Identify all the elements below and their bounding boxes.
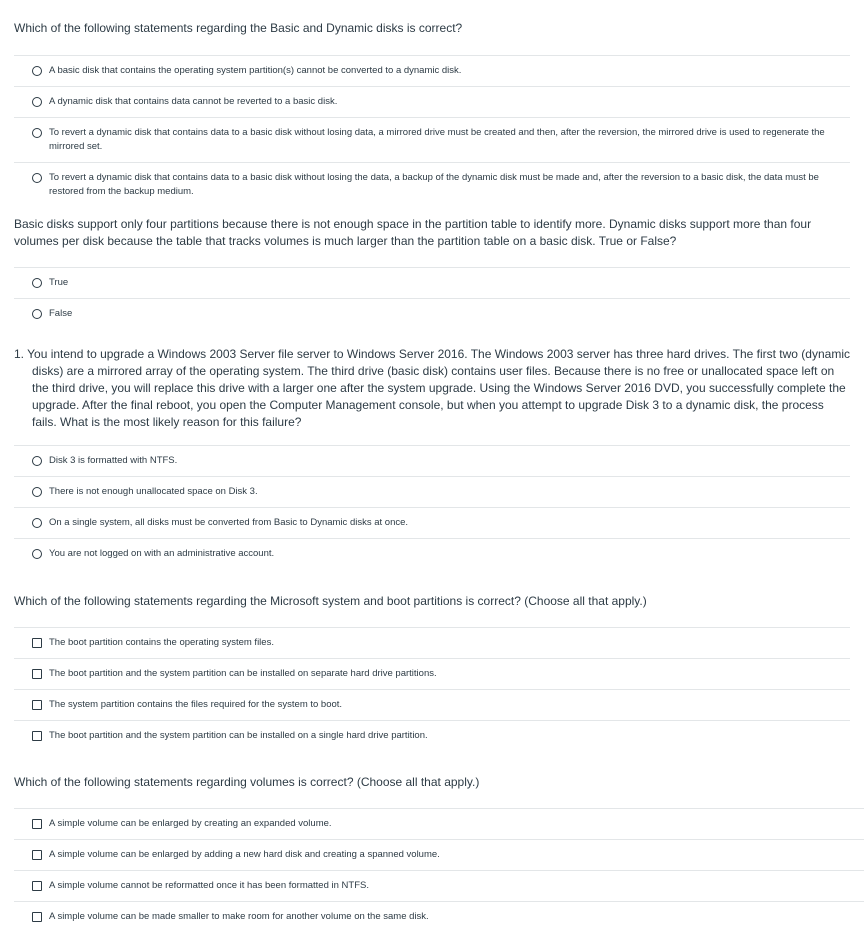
option-label: A simple volume cannot be reformatted once it has been formatted in NTFS. [49,880,369,891]
option-label: True [49,277,69,288]
option-label: The system partition contains the files required for the system to boot. [49,699,343,710]
question-4-option-c[interactable] [14,689,850,720]
radio-button[interactable] [32,173,42,183]
option-label: False [49,308,73,319]
question-2-option-true[interactable] [14,267,850,298]
radio-button[interactable] [32,549,42,559]
question-5-option-c[interactable] [14,870,864,901]
option-label: You are not logged on with an administrative account. [49,548,275,559]
question-3-option-a[interactable] [14,445,850,476]
radio-button[interactable] [32,309,42,319]
option-label: To revert a dynamic disk that contains data to a basic disk without losing the data, a backup of the dynamic disk must be made and, after the reversion to a basic disk, the data must be restored from the backup medium. [49,172,819,197]
checkbox[interactable] [32,850,42,860]
radio-button[interactable] [32,128,42,138]
checkbox[interactable] [32,638,42,648]
radio-button[interactable] [32,456,42,466]
question-4-text: Which of the following statements regarding the Microsoft system and boot partitions is correct? (Choose all that apply.) [14,594,647,608]
option-label: Disk 3 is formatted with NTFS. [49,455,178,466]
option-label: A simple volume can be enlarged by creating an expanded volume. [49,818,332,829]
question-2-text: Basic disks support only four partitions because there is not enough space in the partition table to identify more. Dynamic disks support more than four volumes per disk because the table that tracks volumes is much larger than the partition table on a basic disk. True or False? [14,217,812,248]
question-5-text: Which of the following statements regarding volumes is correct? (Choose all that apply.) [14,775,480,789]
question-5-option-a[interactable] [14,808,864,839]
question-3-text: 1. You intend to upgrade a Windows 2003 Server file server to Windows Server 2016. The Windows 2003 server has three hard drives. The first two (dynamic disks) are a mirrored array of the operating system. The third drive (basic disk) contains user files. Because there is no free or unallocated space left on the third drive, you will replace this drive with a larger one after the system upgrade. Using the Windows Server 2016 DVD, you successfully complete the upgrade. After the final reboot, you open the Computer Management console, but when you attempt to upgrade Disk 3 to a dynamic disk, the process fails. What is the most likely reason for this failure? [14,347,850,429]
option-label: To revert a dynamic disk that contains data to a basic disk without losing data, a mirrored drive must be created and then, after the reversion, the mirrored drive is used to regenerate the mirrored set. [49,127,825,152]
radio-button[interactable] [32,66,42,76]
option-label: A basic disk that contains the operating system partition(s) cannot be converted to a dynamic disk. [49,65,462,76]
question-5 [0,774,864,932]
question-1-option-a[interactable] [14,55,850,86]
checkbox[interactable] [32,881,42,891]
radio-button[interactable] [32,97,42,107]
radio-button[interactable] [32,518,42,528]
option-label: The boot partition contains the operating system files. [49,637,274,648]
question-5-option-b[interactable] [14,839,864,870]
question-3 [0,346,864,569]
question-3-option-b[interactable] [14,476,850,507]
option-label: A simple volume can be enlarged by adding a new hard disk and creating a spanned volume. [49,849,440,860]
question-1-option-d[interactable] [14,162,850,207]
checkbox[interactable] [32,912,42,922]
question-4-option-a[interactable] [14,627,850,658]
question-3-option-d[interactable] [14,538,850,569]
question-3-option-c[interactable] [14,507,850,538]
checkbox[interactable] [32,669,42,679]
question-1 [0,20,864,207]
option-label: There is not enough unallocated space on Disk 3. [49,486,258,497]
checkbox[interactable] [32,731,42,741]
option-label: A dynamic disk that contains data cannot be reverted to a basic disk. [49,96,338,107]
option-label: A simple volume can be made smaller to make room for another volume on the same disk. [49,911,429,922]
question-1-option-c[interactable] [14,117,850,162]
checkbox[interactable] [32,700,42,710]
question-1-option-b[interactable] [14,86,850,117]
radio-button[interactable] [32,487,42,497]
option-label: The boot partition and the system partition can be installed on a single hard drive partition. [49,730,428,741]
option-label: On a single system, all disks must be converted from Basic to Dynamic disks at once. [49,517,409,528]
question-4-option-b[interactable] [14,658,850,689]
question-2-option-false[interactable] [14,298,850,329]
checkbox[interactable] [32,819,42,829]
question-1-text: Which of the following statements regarding the Basic and Dynamic disks is correct? [14,21,463,35]
question-4-option-d[interactable] [14,720,850,751]
question-4 [0,593,864,751]
question-2 [0,216,864,329]
option-label: The boot partition and the system partition can be installed on separate hard drive partitions. [49,668,437,679]
radio-button[interactable] [32,278,42,288]
question-5-option-d[interactable] [14,901,864,932]
